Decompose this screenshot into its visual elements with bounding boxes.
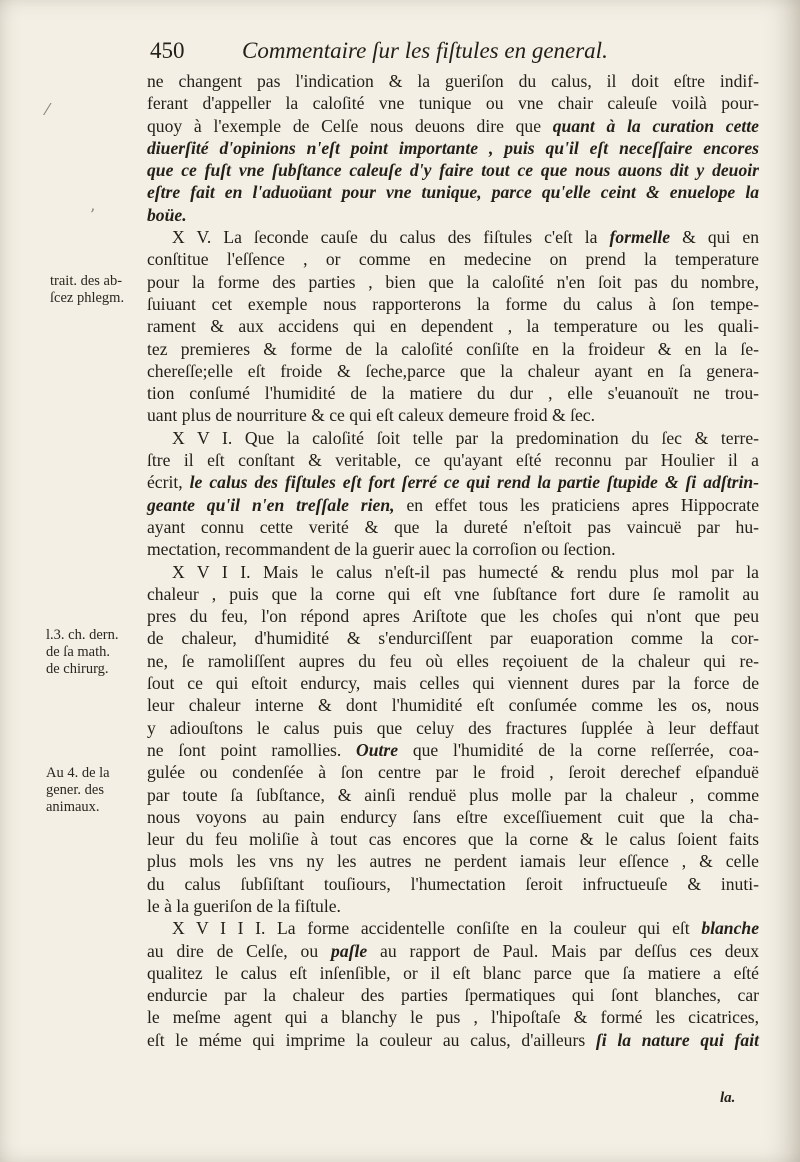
text-line — [147, 984, 759, 1006]
margin-note-line: Au 4. de la — [46, 765, 110, 781]
text-run: plus mols les vns ny les autres ne perdent iamais leur eſſence , & celle — [147, 851, 759, 872]
text-line — [147, 895, 759, 917]
text-run: de chaleur, d'humidité & s'endurciſſent par euaporation comme la cor- — [147, 628, 759, 649]
text-run: du calus ſubſiſtant touſiours, l'humectation ſeroit infructueuſe & inuti- — [147, 873, 759, 894]
text-line — [147, 627, 759, 649]
catchword: la. — [720, 1090, 736, 1106]
text-run: leur du feu moliſie à tout cas encores que la corne & le calus ſoient faits — [147, 829, 759, 850]
text-line — [147, 1006, 759, 1028]
text-run: ne ſont point ramollies. — [147, 739, 357, 760]
margin-note-1 — [50, 273, 145, 307]
text-run: chereſſe;elle eſt froide & ſeche,parce que la chaleur ayant en ſa genera- — [147, 360, 759, 381]
ink-mark: ⁄ — [46, 100, 49, 119]
text-run: X V. La ſeconde cauſe du calus des fiſtules c'eſt la — [172, 227, 610, 248]
text-run: quoy à l'exemple de Celſe nous deuons dire que — [147, 115, 553, 136]
text-line — [147, 382, 759, 404]
text-line — [147, 538, 759, 560]
text-run: par toute ſa ſubſtance, & ainſi renduë plus molle par la chaleur , comme — [147, 784, 759, 805]
text-line — [147, 70, 759, 92]
text-run: en effet tous les praticiens apres Hippocrate — [394, 494, 759, 515]
text-run: ferant d'appeller la caloſité vne tunique ou vne chair caleuſe voilà pour- — [147, 93, 759, 114]
text-line — [147, 315, 759, 337]
italic-run: formelle — [609, 227, 671, 248]
text-line — [147, 137, 759, 159]
text-run: eſt le méme qui imprime la couleur au calus, d'ailleurs — [147, 1029, 596, 1050]
text-line — [147, 181, 759, 203]
text-run: ne changent pas l'indication & la gueriſon du calus, il doit eſtre indif- — [147, 71, 759, 91]
margin-note-line: de chirurg. — [46, 661, 109, 677]
running-title: Commentaire ſur les fiſtules en general. — [242, 38, 608, 63]
text-line — [147, 1029, 759, 1051]
running-header — [150, 38, 750, 72]
text-line — [147, 92, 759, 114]
text-line — [147, 516, 759, 538]
text-run: leur chaleur interne & dont l'humidité eſt conſumée comme les os, nous — [147, 695, 759, 716]
italic-run: le calus des fiſtules eſt fort ſerré ce qui rend la partie ſtupide & ſi adſtrin- — [189, 472, 759, 493]
text-run: & qui en — [670, 227, 760, 248]
text-run: ſuiuant cet exemple nous rapporterons la forme du calus à ſon tempe- — [147, 293, 759, 314]
text-run: que l'humidité de la corne reſſerrée, coa- — [398, 739, 759, 760]
text-line — [147, 672, 759, 694]
margin-note-line: animaux. — [46, 799, 100, 815]
text-run: conſtitue l'eſſence , or comme en medecine on prend la temperature — [147, 249, 759, 270]
italic-run: que ce fuſt vne ſubſtance caleuſe d'y faire tout ce que nous auons dit y deuoir — [147, 160, 759, 181]
text-run: chaleur , puis que la corne qui eſt vne ſubſtance fort dure ſe ramolit au — [147, 583, 759, 604]
text-line — [147, 850, 759, 872]
text-run: au dire de Celſe, ou — [147, 940, 332, 961]
text-line — [147, 226, 759, 248]
italic-run: ſi la nature qui fait — [595, 1029, 759, 1050]
italic-run: paſle — [331, 940, 368, 961]
ink-mark: ’ — [90, 205, 96, 224]
text-line — [147, 962, 759, 984]
text-line — [147, 806, 759, 828]
text-run: tez premieres & forme de la caloſité conſiſte en la froideur & en la ſe- — [147, 338, 759, 359]
text-run: ayant connu cette verité & que la dureté n'eſtoit pas vaincuë par hu- — [147, 516, 759, 537]
margin-note-2 — [46, 627, 141, 678]
text-line — [147, 115, 759, 137]
text-run: endurcie par la chaleur des parties ſpermatiques qui ſont blanches, car — [147, 985, 759, 1006]
text-run: gulée ou condenſée à ſon centre par le froid , ſeroit derechef eſpanduë — [147, 762, 759, 783]
margin-note-line: trait. des ab- — [50, 273, 123, 289]
text-line — [147, 828, 759, 850]
italic-run: geante qu'il n'en treſſale rien, — [147, 494, 395, 515]
text-line — [147, 471, 759, 493]
text-run: uant plus de nourriture & ce qui eſt caleux demeure froid & ſec. — [147, 405, 595, 426]
margin-note-line: l.3. ch. dern. — [46, 627, 119, 643]
italic-run: blanche — [701, 918, 759, 939]
text-run: le à la gueriſon de la fiſtule. — [147, 895, 341, 916]
italic-run: eſtre fait en l'aduoüant pour vne tunique, parce qu'elle ceint & enuelope la — [147, 182, 759, 203]
text-run: ſtre il eſt conſtant & veritable, ce qu'ayant eſté reconnu par Houlier il a — [147, 450, 759, 471]
text-line — [147, 761, 759, 783]
text-line — [147, 717, 759, 739]
text-line — [147, 271, 759, 293]
text-run: qualitez le calus eſt inſenſible, or il eſt blanc parce que ſa matiere a eſté — [147, 962, 759, 983]
italic-run: boüe. — [147, 204, 187, 225]
body-text — [147, 70, 759, 1051]
text-line — [147, 917, 759, 939]
italic-run: Outre — [356, 739, 399, 760]
italic-run: diuerſité d'opinions n'eſt point importante , puis qu'il eſt neceſſaire encores — [147, 137, 759, 158]
text-run: écrit, — [147, 472, 190, 493]
text-run: le meſme agent qui a blanchy le pus , l'hipoſtaſe & formé les cicatrices, — [147, 1007, 759, 1028]
text-run: ſout ce qui eſtoit endurcy, mais celles qui viennent dures par la force de — [147, 673, 759, 694]
text-line — [147, 338, 759, 360]
margin-note-3 — [46, 765, 141, 816]
text-run: rament & aux accidens qui en dependent , la temperature ou les quali- — [147, 316, 759, 337]
text-run: mectation, recommandent de la guerir auec la corroſion ou ſection. — [147, 539, 616, 560]
margin-note-line: ſcez phlegm. — [50, 290, 125, 306]
text-run: nous voyons au pain endurcy ſans eſtre exceſſiuement cuit que la cha- — [147, 806, 759, 827]
text-run: X V I. Que la caloſité ſoit telle par la predomination du ſec & terre- — [172, 427, 759, 448]
text-line — [147, 739, 759, 761]
text-run: pour la forme des parties , bien que la caloſité n'en ſoit pas du nombre, — [147, 271, 759, 292]
text-line — [147, 583, 759, 605]
text-run: X V I I. Mais le calus n'eſt-il pas humecté & rendu plus mol par la — [172, 561, 759, 582]
text-line — [147, 873, 759, 895]
text-run: X V I I I. La forme accidentelle conſiſte en la couleur qui eſt — [172, 918, 702, 939]
text-line — [147, 694, 759, 716]
text-run: tion conſumé l'humidité de la matiere du dur , elle s'euanouït ne trou- — [147, 383, 759, 404]
text-run: au rapport de Paul. Mais par deſſus ces deux — [367, 940, 759, 961]
text-line — [147, 293, 759, 315]
text-line — [147, 449, 759, 471]
margin-note-line: gener. des — [46, 782, 104, 798]
text-line — [147, 427, 759, 449]
text-line — [147, 650, 759, 672]
text-line — [147, 248, 759, 270]
text-run: pres du feu, l'on répond apres Ariſtote que les choſes qui n'ont que peu — [147, 606, 759, 627]
text-line — [147, 404, 759, 426]
margin-note-line: de ſa math. — [46, 644, 111, 660]
text-run: y adiouſtons le calus puis que celuy des fractures ſupplée à leur deffaut — [147, 717, 759, 738]
text-line — [147, 605, 759, 627]
italic-run: quant à la curation cette — [552, 115, 759, 136]
text-run: ne, ſe ramoliſſent aupres du feu où elles reçoiuent de la chaleur qui re- — [147, 650, 759, 671]
page-number: 450 — [150, 38, 185, 63]
text-line — [147, 494, 759, 516]
text-line — [147, 784, 759, 806]
text-line — [147, 561, 759, 583]
text-line — [147, 204, 759, 226]
text-line — [147, 360, 759, 382]
text-line — [147, 940, 759, 962]
text-line — [147, 159, 759, 181]
